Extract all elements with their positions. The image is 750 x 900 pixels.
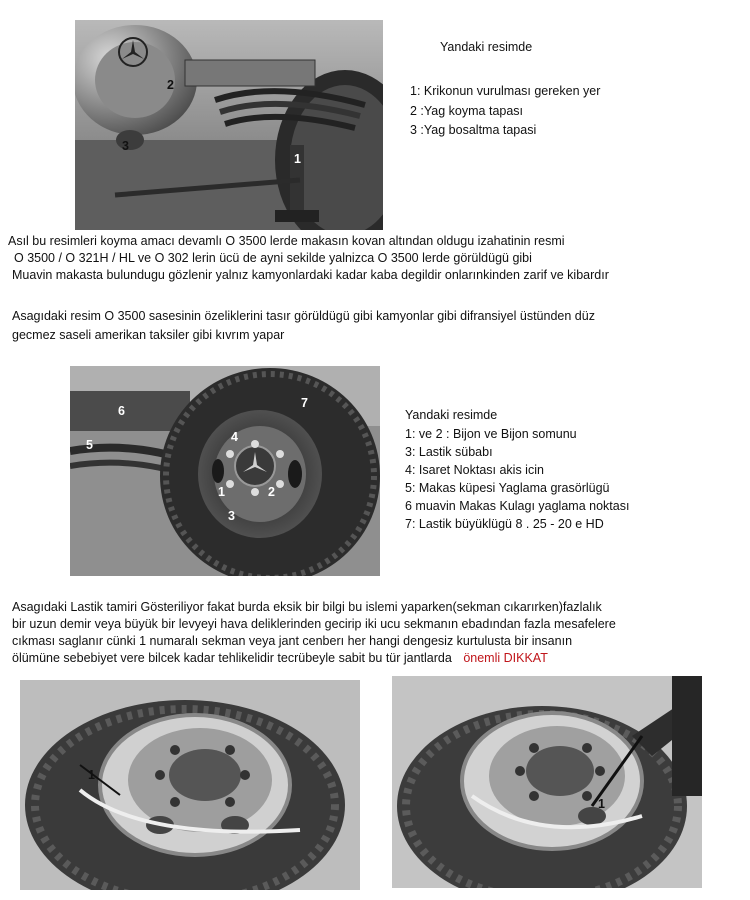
photo2-label-1: 1 — [218, 485, 225, 499]
paragraph-3-line: ölümüne sebebiyet vere bilcek kadar tehlikelidir tecrübeyle sabit bu tür jantlarda — [12, 651, 452, 665]
caption-1-item: 2 :Yag koyma tapası — [410, 104, 524, 118]
warning-text: önemli DIKKAT — [463, 651, 548, 665]
paragraph-2-line: Asagıdaki resim O 3500 sasesinin özeliklerini tasır görüldügü gibi kamyonlar gibi difransiyel üstünden düz — [12, 309, 595, 323]
paragraph-1 — [8, 234, 609, 283]
caption-2-item: 3: Lastik sübabı — [405, 445, 493, 459]
photo-tire-repair-left — [20, 680, 360, 890]
paragraph-2-line: gecmez saseli amerikan taksiler gibi kıvrım yapar — [12, 328, 285, 342]
paragraph-2 — [12, 309, 595, 343]
caption-1-item: 3 :Yag bosaltma tapasi — [410, 123, 537, 137]
paragraph-3 — [12, 600, 616, 666]
caption-2-item: 7: Lastik büyüklügü 8 . 25 - 20 e HD — [405, 517, 604, 531]
photo-rear-axle-jack — [75, 20, 383, 230]
paragraph-3-line: Asagıdaki Lastik tamiri Gösteriliyor fakat burda eksik bir bilgi bu islemi yaparken(sekman cıkarırken)fazlalık — [12, 600, 602, 614]
photo2-label-3: 3 — [228, 509, 235, 523]
caption-2-item: 4: Isaret Noktası akis icin — [405, 463, 544, 477]
caption-2-item: 6 muavin Makas Kulagı yaglama noktası — [405, 499, 630, 513]
photo2-label-6: 6 — [118, 404, 125, 418]
paragraph-3-line: cıkması saglanır cünki 1 numaralı sekman veya jant cenberı her hangi dengesiz kurtulusta bir insanın — [12, 634, 573, 648]
photo-tire-repair-right — [392, 676, 702, 888]
photo2-label-4: 4 — [231, 430, 238, 444]
photo4-label-1: 1 — [598, 797, 605, 811]
paragraph-1-line: Asıl bu resimleri koyma amacı devamlı O 3500 lerde makasın kovan altından oldugu izahatinin resmi — [8, 234, 565, 248]
photo1-label-3: 3 — [122, 139, 129, 153]
photo1-label-1: 1 — [294, 152, 301, 166]
paragraph-1-line: O 3500 / O 321H / HL ve O 302 lerin ücü de ayni sekilde yalnizca O 3500 lerde görüldügü gibi — [14, 251, 532, 265]
caption-1-item: 1: Krikonun vurulması gereken yer — [410, 84, 601, 98]
photo2-label-7: 7 — [301, 396, 308, 410]
photo3-label-1: 1 — [88, 768, 95, 782]
photo-wheel-detail — [70, 366, 380, 576]
caption-1-heading: Yandaki resimde — [440, 40, 533, 54]
photo2-label-5: 5 — [86, 438, 93, 452]
paragraph-1-line: Muavin makasta bulundugu gözlenir yalnız kamyonlardaki kadar kaba degildir onlarınkinden zarif ve kibardır — [12, 268, 609, 282]
photo1-label-2: 2 — [167, 78, 174, 92]
paragraph-3-line: bir uzun demir veya büyük bir levyeyi hava deliklerinden gecirip iki ucu sekmanın ebadından fazla mesafelere — [12, 617, 616, 631]
caption-2-heading: Yandaki resimde — [405, 408, 498, 422]
caption-2-item: 1: ve 2 : Bijon ve Bijon somunu — [405, 427, 577, 441]
photo2-label-2: 2 — [268, 485, 275, 499]
caption-2-item: 5: Makas küpesi Yaglama grasörlügü — [405, 481, 610, 495]
